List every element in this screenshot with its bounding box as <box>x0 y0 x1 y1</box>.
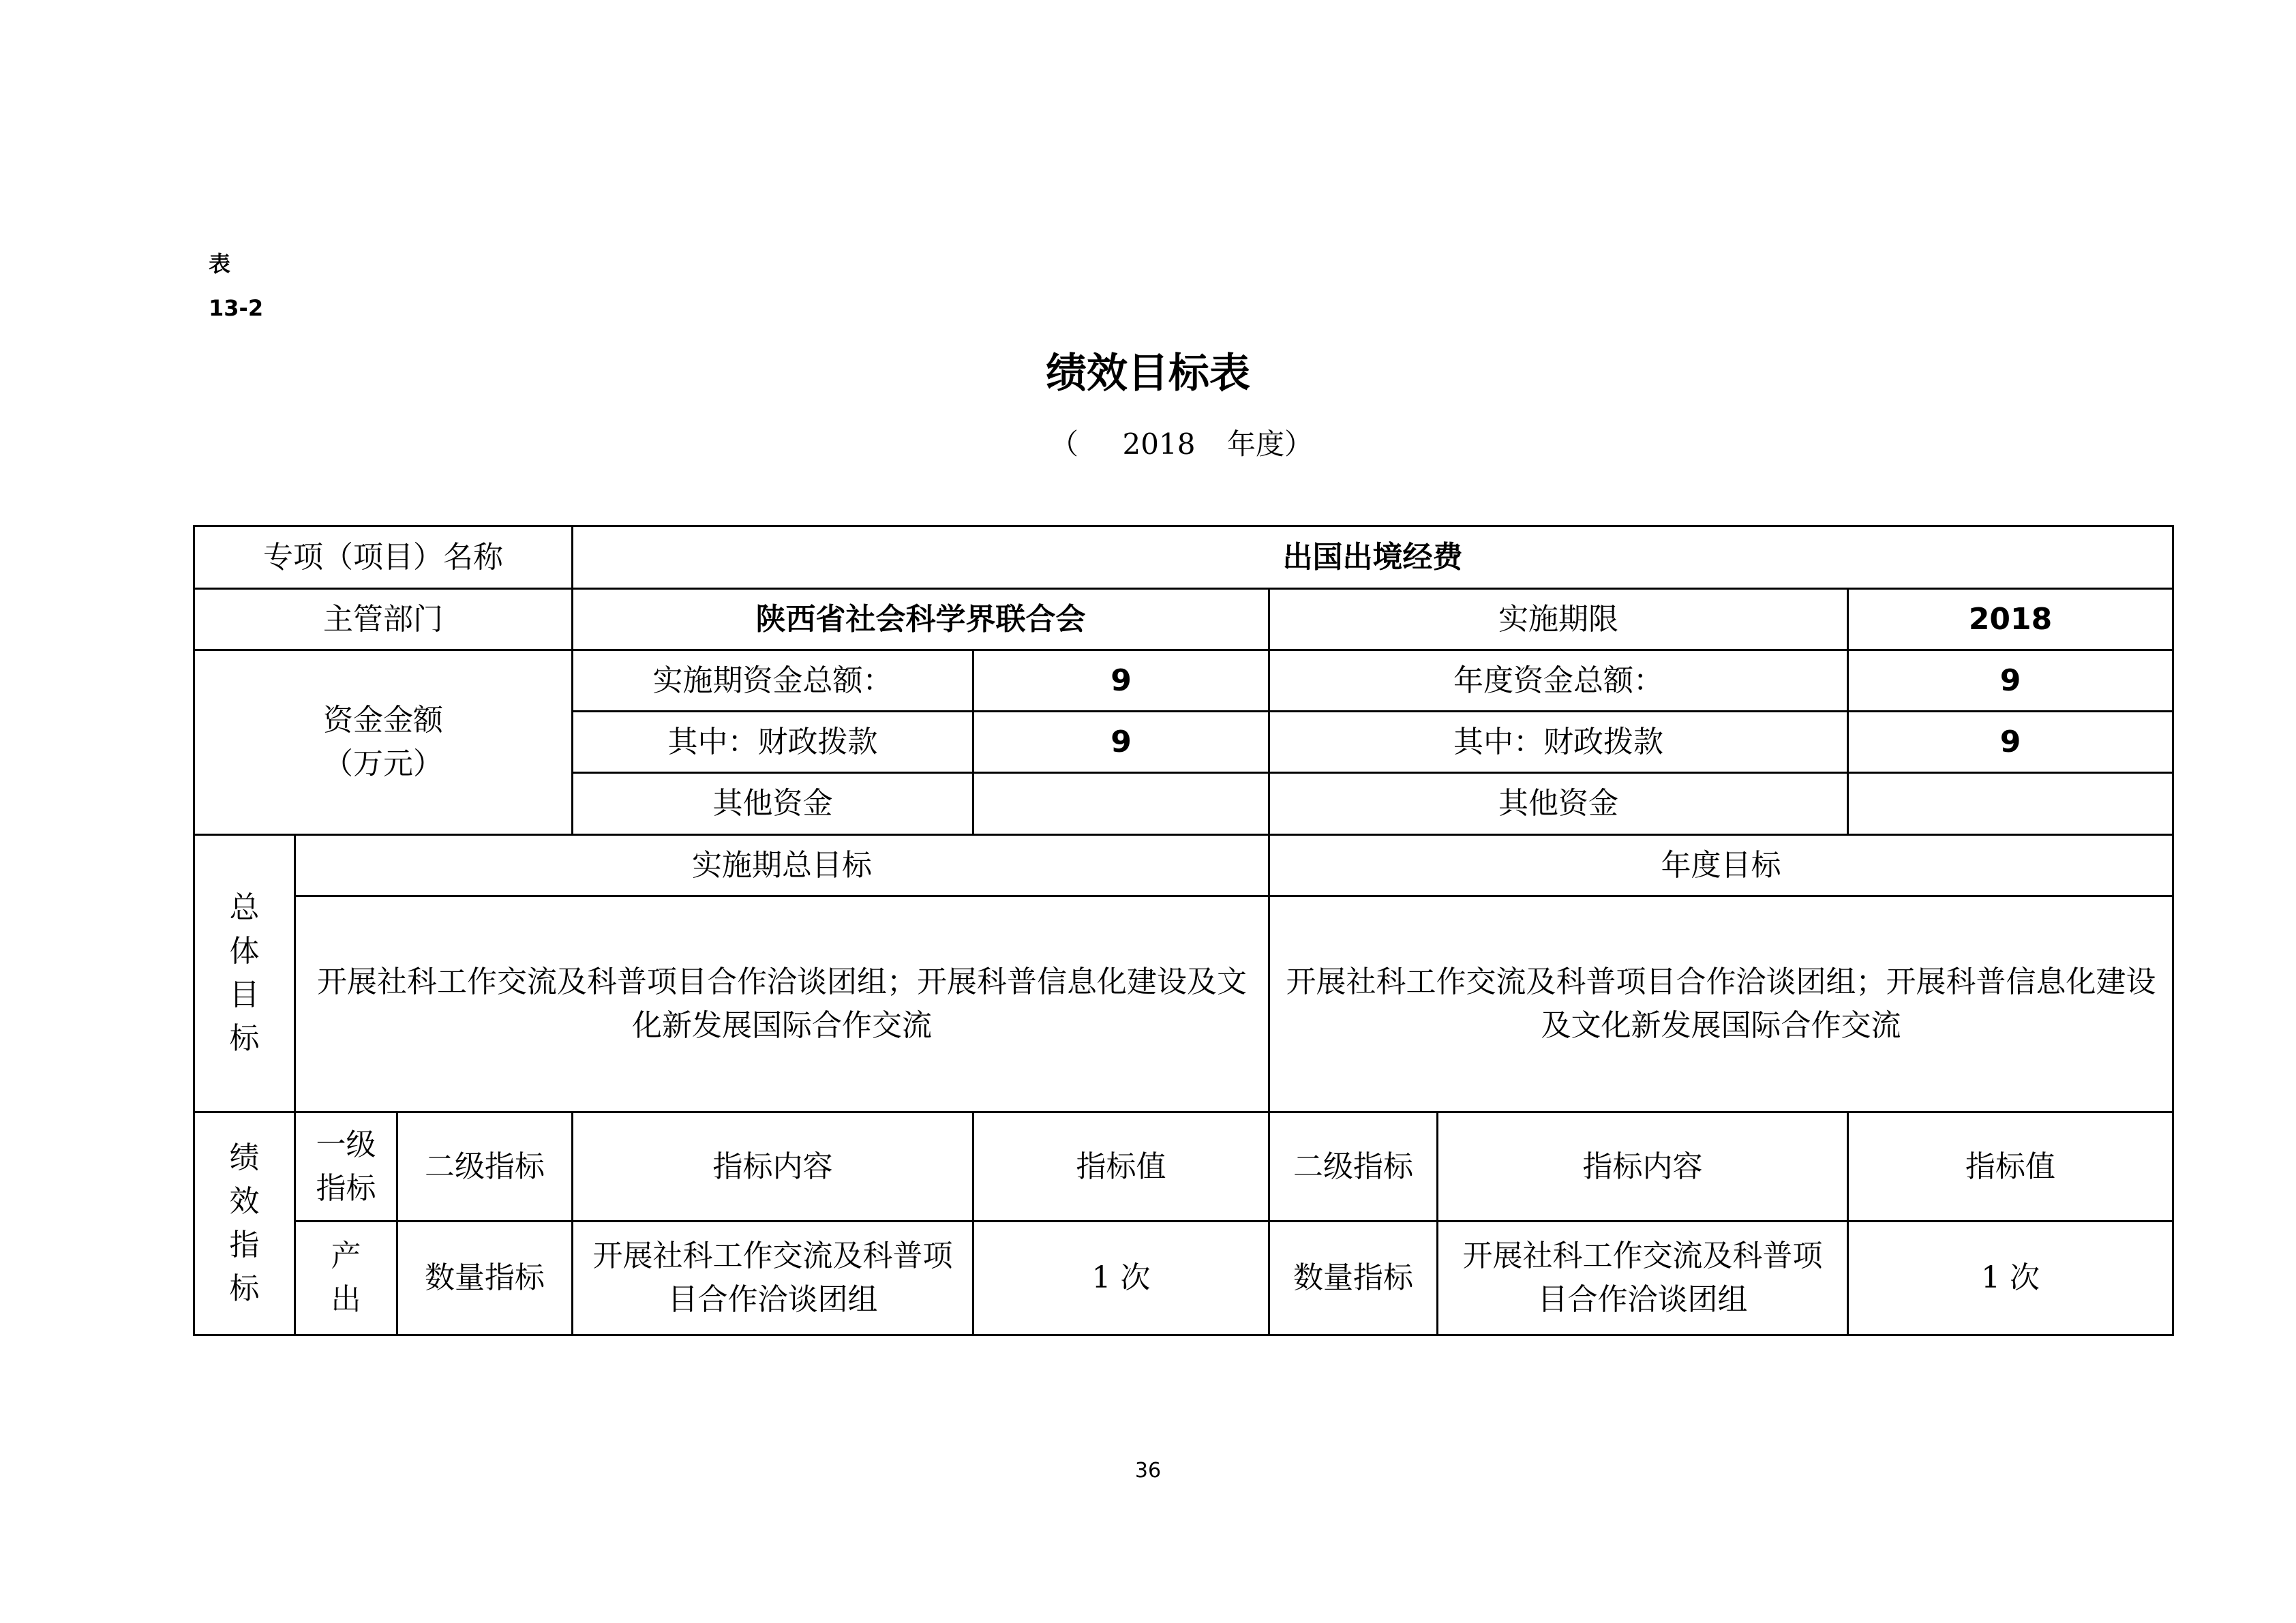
level2-header-right: 二级指标 <box>1269 1112 1438 1222</box>
table-label: 表 <box>209 251 231 277</box>
page-title: 绩效目标表 <box>1046 350 1250 397</box>
performance-goal-table <box>193 525 2174 1336</box>
value-header-right: 指标值 <box>1848 1112 2173 1222</box>
fiscal-label-right: 其中：财政拨款 <box>1269 712 1848 773</box>
perf-char: 标 <box>229 1271 260 1306</box>
overall-goal-char: 体 <box>229 934 260 969</box>
other-funds-label-left: 其他资金 <box>573 773 973 835</box>
row-content-left: 开展社科工作交流及科普项目合作洽谈团组 <box>573 1222 973 1335</box>
output-label <box>295 1222 397 1335</box>
overall-goal-char: 总 <box>229 890 260 925</box>
impl-goal-text: 开展社科工作交流及科普项目合作洽谈团组；开展科普信息化建设及文化新发展国际合作交流 <box>295 896 1269 1112</box>
year-subtitle <box>1050 424 1313 465</box>
perf-char: 效 <box>229 1184 260 1219</box>
project-name-label: 专项（项目）名称 <box>194 526 573 589</box>
row-value-left: 1 次 <box>973 1222 1269 1335</box>
output-char: 产 <box>331 1239 361 1273</box>
subtitle-year-suffix: 年度） <box>1227 427 1314 461</box>
overall-goal-char: 标 <box>229 1021 260 1056</box>
fiscal-value-right: 9 <box>1848 712 2173 773</box>
annual-total-value: 9 <box>1848 650 2173 712</box>
impl-total-value: 9 <box>973 650 1269 712</box>
other-funds-value-right <box>1848 773 2173 835</box>
level1-char: 一级 <box>316 1127 376 1162</box>
project-name-value: 出国出境经费 <box>573 526 2173 589</box>
page-number: 36 <box>1134 1459 1162 1483</box>
annual-goal-text: 开展社科工作交流及科普项目合作洽谈团组；开展科普信息化建设及文化新发展国际合作交流 <box>1269 896 2173 1112</box>
level1-char: 指标 <box>316 1170 376 1206</box>
funds-unit: （万元） <box>323 746 444 781</box>
fiscal-value-left: 9 <box>973 712 1269 773</box>
row-level2-left: 数量指标 <box>397 1222 573 1335</box>
impl-goal-header: 实施期总目标 <box>295 835 1269 896</box>
overall-goal-label <box>194 835 295 1112</box>
row-level2-right: 数量指标 <box>1269 1222 1438 1335</box>
period-label: 实施期限 <box>1269 589 1848 650</box>
other-funds-label-right: 其他资金 <box>1269 773 1848 835</box>
funds-label: 资金金额 <box>323 703 444 738</box>
subtitle-year: 2018 <box>1122 427 1196 461</box>
annual-goal-header: 年度目标 <box>1269 835 2173 896</box>
performance-indicator-label <box>194 1112 295 1335</box>
perf-char: 指 <box>229 1228 260 1262</box>
row-value-right: 1 次 <box>1848 1222 2173 1335</box>
department-label: 主管部门 <box>194 589 573 650</box>
department-value: 陕西省社会科学界联合会 <box>573 589 1269 650</box>
level2-header-left: 二级指标 <box>397 1112 573 1222</box>
row-content-right: 开展社科工作交流及科普项目合作洽谈团组 <box>1438 1222 1848 1335</box>
value-header-left: 指标值 <box>973 1112 1269 1222</box>
content-header-left: 指标内容 <box>573 1112 973 1222</box>
perf-char: 绩 <box>229 1140 260 1175</box>
output-char: 出 <box>331 1282 361 1317</box>
overall-goal-char: 目 <box>229 977 260 1012</box>
level1-indicator-header <box>295 1112 397 1222</box>
fiscal-label-left: 其中：财政拨款 <box>573 712 973 773</box>
other-funds-value-left <box>973 773 1269 835</box>
funds-label-cell <box>194 650 573 835</box>
subtitle-open-paren: （ <box>1050 427 1079 461</box>
annual-total-label: 年度资金总额： <box>1269 650 1848 712</box>
period-value: 2018 <box>1848 589 2173 650</box>
content-header-right: 指标内容 <box>1438 1112 1848 1222</box>
table-number: 13-2 <box>209 295 264 321</box>
impl-total-label: 实施期资金总额： <box>573 650 973 712</box>
